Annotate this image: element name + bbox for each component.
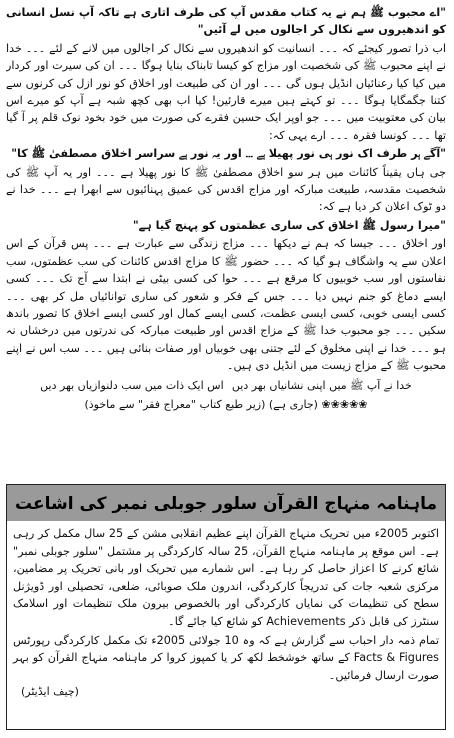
article-paragraph: جی ہاں یقیناً کائنات میں ہر سو اخلاق مصطفیٰ ﷺ کا نور پھیلا ہے ۔۔۔ اور یہ آپ ﷺ کی شخصیت مقدسہ، طبیعت مبارکہ اور مزاج اقدس کی عمیق پہنائیوں سے ابھرا ہے ۔۔۔ خدا نے دو ٹوک اعلان کر دیا ہے کہ: <box>6 165 446 214</box>
announcement-body <box>7 521 445 698</box>
announcement-title: ماہنامہ منہاج القرآن سلور جوبلی نمبر کی اشاعت <box>7 485 445 521</box>
source-citation: ❀❀❀❀❀ (جاری ہے) (زیر طبع کتاب "معراج فقر" سے ماخوذ) <box>84 397 368 411</box>
announcement-signature: (چیف ایڈیٹر) <box>21 685 79 699</box>
couplet-line: اس ایک ذات میں سب دلنوازیاں بھر دیں <box>40 378 224 392</box>
article-paragraph: اب ذرا تصور کیجئے کہ ۔۔۔ انسانیت کو اندھیروں سے نکال کر اجالوں میں لانے کے لئے ۔۔۔ خدا نے اپنے محبوب ﷺ کی شخصیت اور مزاج کو کیسا تابناک بنایا ہوگا ۔۔۔ ان کی سیرت اور کردار میں کیا کیا رعنائیاں انڈیل ہوں گی ۔۔۔ اور ان کی طبیعت اور اخلاق کو نور ازل کی کرنوں سے کتنا جگمگایا ہوگا ۔۔۔ تو کہتے ہیں میرے قارئین! کیا اب بھی کچھ شبہ ہے آپ کو میرے اس بیان کی معتوبیت میں ۔۔۔ جو اوپر ایک حسین فقرے کی صورت میں خود بخود نوک قلم پر آ گیا تھا ۔۔۔ کونسا فقرہ ۔۔۔ ارے یہی کہ: <box>6 41 446 142</box>
couplet-line: خدا نے آپ ﷺ میں اپنی نشانیاں بھر دیں <box>231 378 412 392</box>
article-quote: "میرا رسول ﷺ اخلاق کی ساری عظمتوں کو پہنچ گیا ہے" <box>132 218 446 232</box>
announcement-paragraph: اکتوبر 2005ء میں تحریک منہاج القرآن اپنے عظیم انقلابی مشن کے 25 سال مکمل کر رہی ہے۔ اس موقع پر ماہنامہ منہاج القرآن، 25 سالہ کارکردگی پر مشتمل "سلور جوبلی نمبر" شائع کرنے کا اعزاز حاصل کر رہا ہے۔ اس شمارے میں تحریک اور بانی تحریک پر مضامین، مرکزی شعبہ جات کی تدریجاً کارکردگی، اندرون ملک صوبائی، ضلعی، تحصیلی اور ڈویژنل سطح کی تنظیمات کی نمایاں کارکردگی اور بالخصوص بیرون ملک تنظیمات اور اسلامک سنٹرز کی قابل ذکر Achievements کو شائع کیا جائے گا۔ <box>13 527 440 628</box>
article-paragraph: اور اخلاق ۔۔۔ جیسا کہ ہم نے دیکھا ۔۔۔ مزاج زندگی سے عبارت ہے ۔۔۔ پس قرآن کے اس اعلان سے یہ واشگاف ہو گیا کہ ۔۔۔ حضور ﷺ کا مزاج اقدس کائنات کی سب عظمتوں، سب نفاستوں اور سب خوبیوں کا مرقع ہے ۔۔۔ حوا کی کسی بیٹی نے ابتدا سے آج تک ۔۔۔ کسی ایسے دماغ کو جنم نہیں دیا ۔۔۔ جس کے فکر و شعور کی ساری توانائیاں مل کر بھی ۔۔۔ کسی ایسی خوبی، کسی ایسی عظمت، کسی ایسے کمال اور کسی ایسے اخلاق کا تصور باندھ سکیں ۔۔۔ جو محبوب خدا ﷺ کے مزاج اقدس اور طبیعت مبارکہ کی ندرتوں میں درخشاں نہ ہو ۔۔۔ خدا نے اپنی مخلوق کے لئے جتنی بھی خوبیاں اور صفات بنائی ہیں ۔۔۔ سب اس نے اپنے محبوب ﷺ کے مزاج زیست میں انڈیل دی ہیں۔ <box>6 237 446 373</box>
article-quote: "آگے ہر طرف اک نور ہی نور پھیلا ہے ۔۔۔ اور یہ نور ہے سراسر اخلاق مصطفیٰ ﷺ کا" <box>11 147 446 161</box>
announcement-box <box>6 484 446 730</box>
announcement-paragraph: تمام ذمہ دار احباب سے گزارش ہے کہ وہ 10 جولائی 2005ء تک مکمل کارکردگی رپورٹس Facts & Figures کے ساتھ خوشخط لکھ کر یا کمپوز کروا کر ماہنامہ منہاج القرآن کو بہر صورت ارسال فرمائیں۔ <box>13 633 439 682</box>
poetry-couplet <box>6 377 446 394</box>
article <box>6 4 446 482</box>
article-paragraph: "اے محبوب ﷺ ہم نے یہ کتاب مقدس آپ کی طرف اتاری ہے تاکہ آپ نسل انسانی کو اندھیروں سے نکال کر اجالوں میں لے آئیں" <box>6 6 446 37</box>
